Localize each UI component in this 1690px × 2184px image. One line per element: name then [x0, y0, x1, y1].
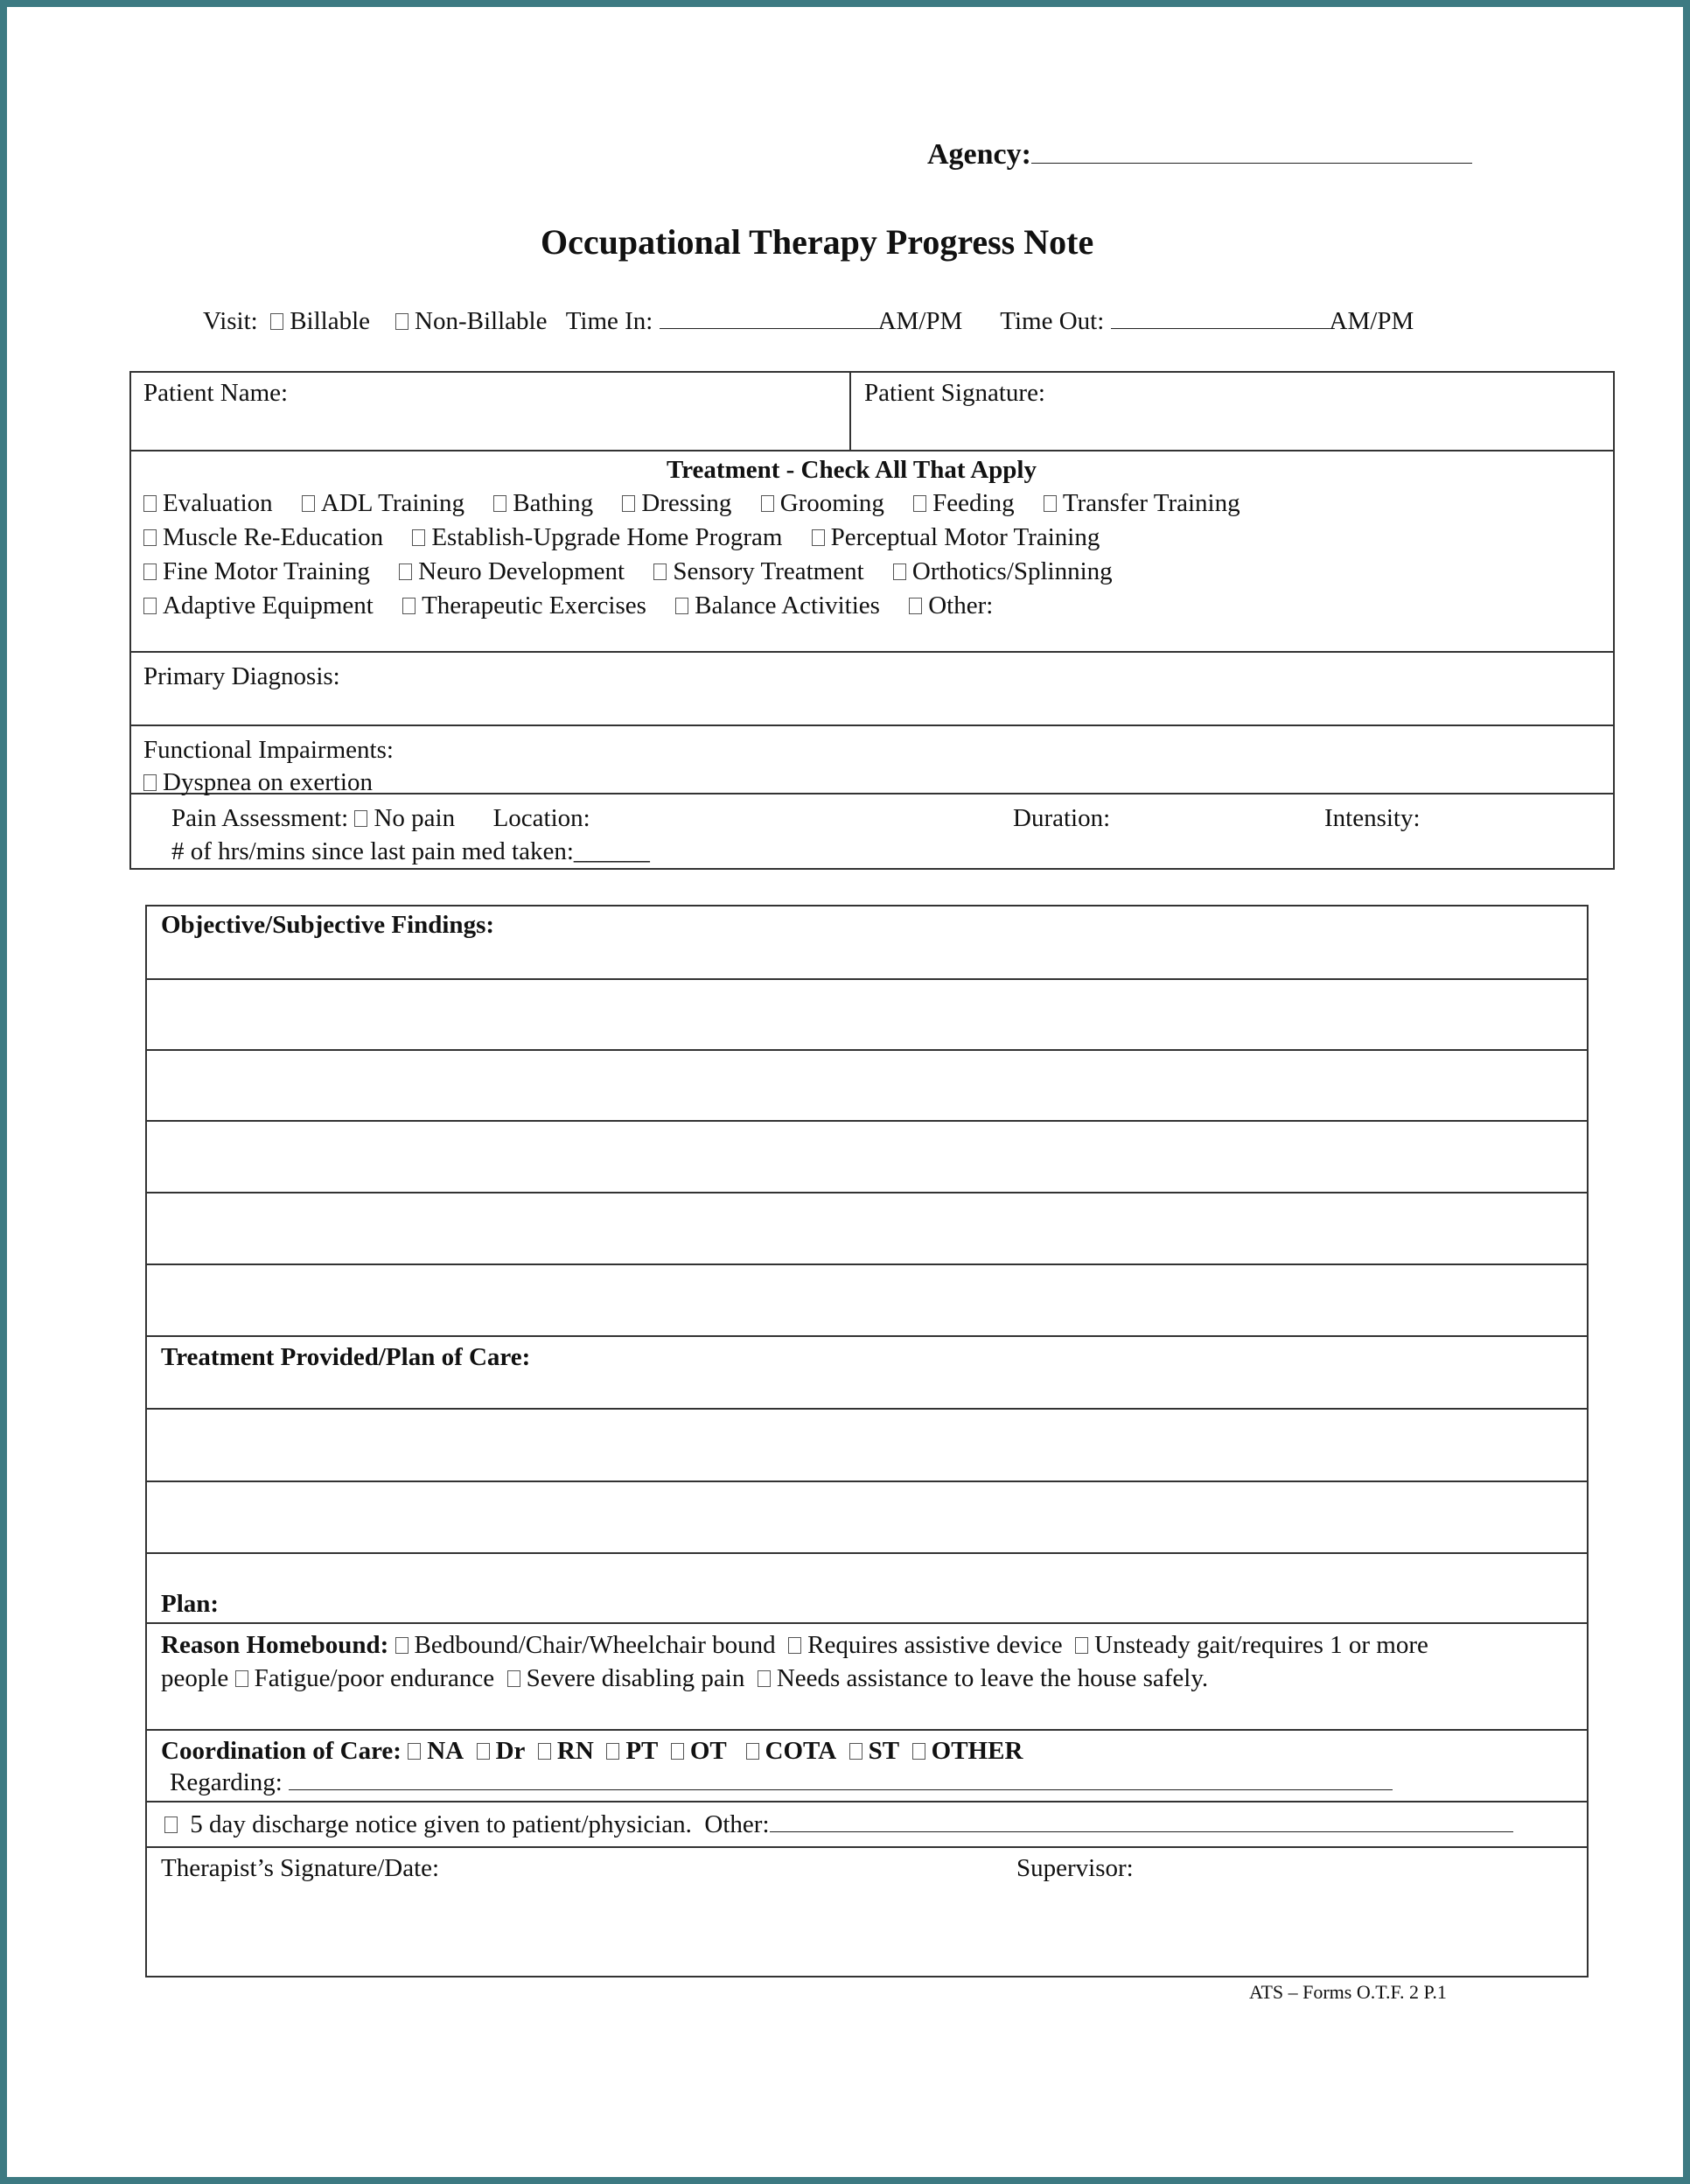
- discharge-other-input-line[interactable]: [770, 1810, 1513, 1832]
- fatigue-label: Fatigue/poor endurance: [254, 1664, 495, 1692]
- treatment-row: [143, 522, 1100, 552]
- disabling-pain-label: Severe disabling pain: [526, 1664, 745, 1692]
- cota-checkbox[interactable]: [746, 1743, 759, 1760]
- patient-name-label: Patient Name:: [143, 379, 289, 407]
- balance-activities-checkbox[interactable]: [675, 598, 688, 614]
- pain-assessment-label: Pain Assessment:: [171, 804, 349, 832]
- bedbound-checkbox[interactable]: [395, 1637, 409, 1654]
- rn-label: RN: [556, 1737, 594, 1765]
- bathing-label: Bathing: [513, 489, 594, 517]
- functional-impairments-label: Functional Impairments:: [143, 736, 394, 764]
- time-out-ampm: AM/PM: [1329, 307, 1414, 335]
- sensory-treatment-label: Sensory Treatment: [673, 557, 864, 585]
- patient-divider: [849, 371, 851, 452]
- bathing-checkbox[interactable]: [493, 495, 506, 512]
- other-care-checkbox[interactable]: [912, 1743, 925, 1760]
- non-billable-label: Non-Billable: [415, 307, 548, 335]
- feeding-checkbox[interactable]: [913, 495, 926, 512]
- divider: [145, 1801, 1589, 1802]
- grooming-checkbox[interactable]: [761, 495, 774, 512]
- billable-checkbox[interactable]: [270, 313, 283, 330]
- unsteady-gait-label: Unsteady gait/requires 1 or more: [1094, 1631, 1428, 1659]
- adl-training-checkbox[interactable]: [302, 495, 315, 512]
- dressing-label: Dressing: [641, 489, 732, 517]
- evaluation-label: Evaluation: [163, 489, 273, 517]
- divider: [129, 450, 1615, 452]
- na-checkbox[interactable]: [408, 1743, 421, 1760]
- dyspnea-checkbox[interactable]: [143, 774, 157, 791]
- st-label: ST: [868, 1737, 900, 1765]
- primary-diagnosis-field[interactable]: [143, 693, 1596, 721]
- objective-findings-field[interactable]: [147, 943, 1587, 1328]
- discharge-checkbox[interactable]: [164, 1816, 178, 1833]
- balance-activities-label: Balance Activities: [695, 592, 880, 620]
- orthotics-label: Orthotics/Splinning: [911, 557, 1113, 585]
- unsteady-gait-checkbox[interactable]: [1075, 1637, 1088, 1654]
- dyspnea-label: Dyspnea on exertion: [163, 768, 373, 796]
- na-label: NA: [427, 1737, 464, 1765]
- bedbound-label: Bedbound/Chair/Wheelchair bound: [414, 1631, 776, 1659]
- homebound-line-1: [161, 1630, 1428, 1660]
- primary-diagnosis-label: Primary Diagnosis:: [143, 662, 340, 690]
- fatigue-checkbox[interactable]: [235, 1670, 248, 1687]
- muscle-re-education-checkbox[interactable]: [143, 529, 157, 546]
- other-checkbox[interactable]: [909, 598, 922, 614]
- time-out-label: Time Out:: [1000, 307, 1105, 335]
- plan-heading: Plan:: [161, 1590, 220, 1618]
- needs-assistance-checkbox[interactable]: [758, 1670, 771, 1687]
- homebound-line-2: [161, 1663, 1208, 1693]
- pt-label: PT: [625, 1737, 659, 1765]
- patient-signature-label: Patient Signature:: [864, 379, 1045, 407]
- divider: [145, 1622, 1589, 1624]
- supervisor-field[interactable]: [1016, 1888, 1576, 1970]
- home-program-label: Establish-Upgrade Home Program: [431, 523, 783, 551]
- muscle-re-education-label: Muscle Re-Education: [163, 523, 384, 551]
- people-label: people: [161, 1664, 229, 1692]
- homebound-label: Reason Homebound:: [161, 1631, 389, 1659]
- no-pain-checkbox[interactable]: [354, 810, 367, 827]
- transfer-training-label: Transfer Training: [1062, 489, 1240, 517]
- non-billable-checkbox[interactable]: [395, 313, 409, 330]
- therapist-signature-field[interactable]: [161, 1888, 948, 1970]
- treatment-row: [143, 488, 1240, 518]
- coordination-label: Coordination of Care:: [161, 1737, 402, 1765]
- disabling-pain-checkbox[interactable]: [507, 1670, 520, 1687]
- adaptive-equipment-label: Adaptive Equipment: [163, 592, 374, 620]
- patient-signature-field[interactable]: [864, 411, 1599, 444]
- divider: [145, 1846, 1589, 1848]
- supervisor-label: Supervisor:: [1016, 1854, 1134, 1882]
- dressing-checkbox[interactable]: [622, 495, 635, 512]
- page-title: Occupational Therapy Progress Note: [541, 222, 1094, 262]
- perceptual-motor-checkbox[interactable]: [812, 529, 825, 546]
- pain-location-label: Location:: [492, 804, 590, 832]
- dyspnea-option: [143, 767, 373, 797]
- transfer-training-checkbox[interactable]: [1044, 495, 1057, 512]
- adaptive-equipment-checkbox[interactable]: [143, 598, 157, 614]
- therapeutic-exercises-checkbox[interactable]: [402, 598, 416, 614]
- divider: [145, 1729, 1589, 1731]
- discharge-row: [164, 1810, 1513, 1839]
- therapeutic-exercises-label: Therapeutic Exercises: [422, 592, 646, 620]
- feeding-label: Feeding: [932, 489, 1015, 517]
- agency-field: [927, 140, 1472, 170]
- assistive-device-label: Requires assistive device: [807, 1631, 1063, 1659]
- pain-duration-label: Duration:: [1013, 804, 1111, 832]
- fine-motor-checkbox[interactable]: [143, 564, 157, 580]
- neuro-development-label: Neuro Development: [418, 557, 625, 585]
- treatment-provided-field[interactable]: [147, 1376, 1587, 1547]
- regarding-row: [170, 1768, 1393, 1797]
- other-label: Other:: [928, 592, 994, 620]
- neuro-development-checkbox[interactable]: [399, 564, 412, 580]
- time-out-input-line[interactable]: [1111, 307, 1330, 329]
- rn-checkbox[interactable]: [538, 1743, 551, 1760]
- pain-assessment: [171, 803, 590, 833]
- time-in-ampm: AM/PM: [877, 307, 963, 335]
- discharge-label: 5 day discharge notice given to patient/physician.: [190, 1810, 692, 1838]
- other-care-label: OTHER: [931, 1737, 1023, 1765]
- adl-training-label: ADL Training: [320, 489, 464, 517]
- time-in-label: Time In:: [565, 307, 653, 335]
- home-program-checkbox[interactable]: [412, 529, 425, 546]
- regarding-input-line[interactable]: [289, 1768, 1393, 1790]
- grooming-label: Grooming: [779, 489, 884, 517]
- evaluation-checkbox[interactable]: [143, 495, 157, 512]
- cota-label: COTA: [765, 1737, 837, 1765]
- objective-findings-heading: Objective/Subjective Findings:: [161, 911, 495, 939]
- coordination-row: [161, 1736, 1023, 1766]
- billable-label: Billable: [290, 307, 371, 335]
- pain-intensity-label: Intensity:: [1324, 804, 1421, 832]
- divider: [145, 1335, 1589, 1337]
- dr-checkbox[interactable]: [477, 1743, 490, 1760]
- agency-label: Agency:: [927, 138, 1031, 171]
- discharge-other-label: Other:: [704, 1810, 770, 1838]
- sensory-treatment-checkbox[interactable]: [653, 564, 667, 580]
- pt-checkbox[interactable]: [606, 1743, 619, 1760]
- no-pain-label: No pain: [374, 804, 456, 832]
- assistive-device-checkbox[interactable]: [788, 1637, 801, 1654]
- therapist-signature-label: Therapist’s Signature/Date:: [161, 1854, 440, 1882]
- divider: [129, 724, 1615, 726]
- time-in-input-line[interactable]: [660, 307, 878, 329]
- visit-label: Visit:: [203, 307, 258, 335]
- regarding-label: Regarding:: [170, 1768, 283, 1796]
- visit-row: [203, 306, 1414, 336]
- divider: [129, 651, 1615, 653]
- treatment-heading: Treatment - Check All That Apply: [667, 456, 1037, 484]
- treatment-row: [143, 591, 993, 620]
- divider: [145, 1552, 1589, 1554]
- dr-label: Dr: [495, 1737, 526, 1765]
- st-checkbox[interactable]: [849, 1743, 862, 1760]
- ot-label: OT: [689, 1737, 727, 1765]
- fine-motor-label: Fine Motor Training: [163, 557, 370, 585]
- orthotics-checkbox[interactable]: [893, 564, 906, 580]
- treatment-row: [143, 556, 1113, 586]
- patient-name-field[interactable]: [143, 411, 835, 444]
- pain-med-label: # of hrs/mins since last pain med taken:______: [171, 837, 650, 865]
- ot-checkbox[interactable]: [671, 1743, 684, 1760]
- form-page: [7, 7, 1683, 2177]
- needs-assistance-label: Needs assistance to leave the house safely.: [776, 1664, 1209, 1692]
- form-footer: ATS – Forms O.T.F. 2 P.1: [1249, 1981, 1447, 2003]
- agency-input-line[interactable]: [1031, 142, 1472, 164]
- perceptual-motor-label: Perceptual Motor Training: [830, 523, 1100, 551]
- treatment-provided-heading: Treatment Provided/Plan of Care:: [161, 1343, 531, 1371]
